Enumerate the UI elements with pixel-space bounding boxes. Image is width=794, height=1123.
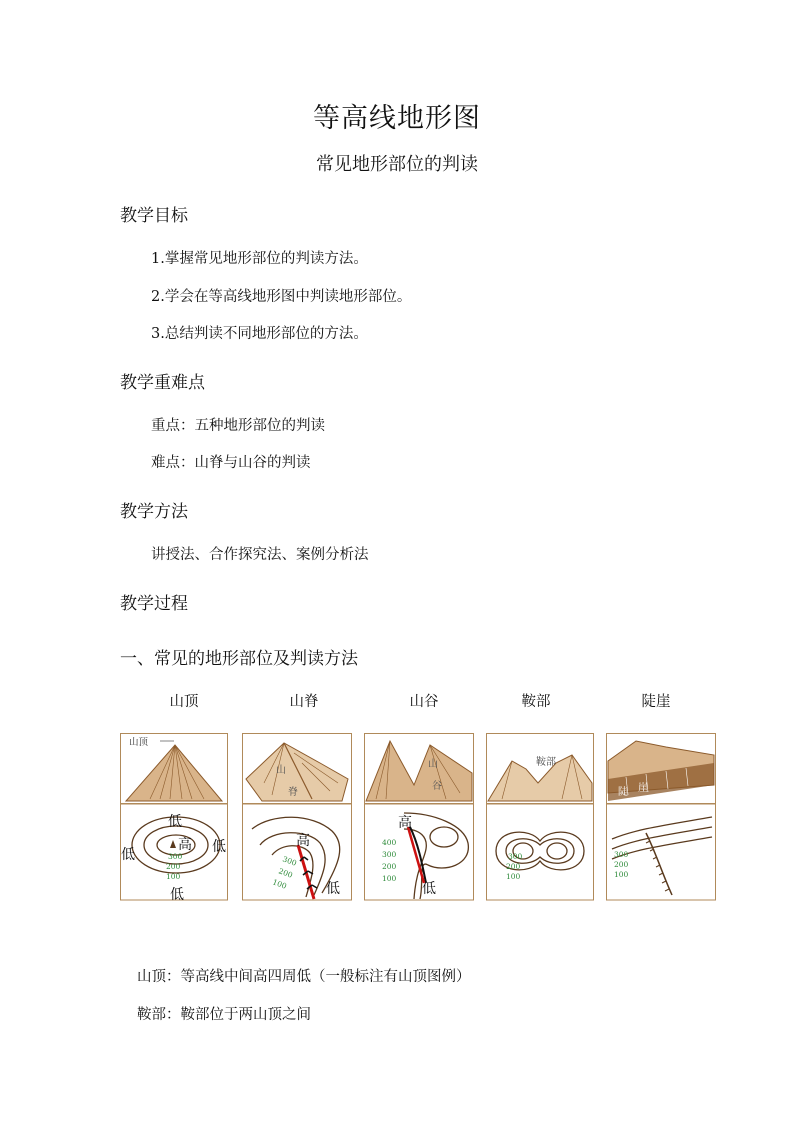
valley-figure [364,733,474,901]
valley-contour-300: 300 [382,850,397,859]
summit-figure [120,733,228,901]
section-heading-goals: 教学目标 [120,206,188,226]
ridge-label-a: 山 [276,765,286,776]
caption-valley: 山谷 [409,694,439,710]
saddle-label: 鞍部 [536,757,556,768]
page-title: 等高线地形图 [313,103,481,134]
ridge-contour-300: 300 [281,854,298,868]
cliff-label-a: 陡 [618,787,628,798]
summit-low-left: 低 [121,847,135,863]
valley-label-a: 山 [428,759,438,770]
valley-label-b: 谷 [432,781,442,792]
key-point: 重点：五种地形部位的判读 [151,418,325,434]
section-heading-keypoints: 教学重难点 [120,373,205,393]
caption-saddle: 鞍部 [521,694,551,710]
valley-contour-400: 400 [382,838,397,847]
page-subtitle: 常见地形部位的判读 [316,154,478,175]
saddle-figure [486,733,594,901]
caption-cliff: 陡崖 [641,694,671,710]
note-saddle: 鞍部：鞍部位于两山顶之间 [137,1007,311,1023]
valley-contour-100: 100 [382,874,397,883]
saddle-contour-300: 300 [508,852,523,861]
valley-contour-200: 200 [382,862,397,871]
cliff-contour-200: 200 [614,860,629,869]
goal-item-1: 1.掌握常见地形部位的判读方法。 [151,251,368,267]
valley-high-label: 高 [398,815,412,831]
summit-low-top: 低 [168,814,182,830]
summit-contour-300: 300 [168,852,183,861]
valley-low-label: 低 [422,881,436,897]
saddle-contour-100: 100 [506,872,521,881]
summit-contour-100: 100 [166,872,181,881]
cliff-contour-100: 100 [614,870,629,879]
section-heading-part1: 一、常见的地形部位及判读方法 [120,649,358,669]
saddle-contour-200: 200 [506,862,521,871]
caption-ridge: 山脊 [289,694,319,710]
section-heading-methods: 教学方法 [120,502,188,522]
summit-low-bottom: 低 [170,887,184,901]
cliff-contour-300: 300 [614,850,629,859]
cliff-figure [606,733,716,901]
section-heading-process: 教学过程 [120,594,188,614]
summit-contour-200: 200 [166,862,181,871]
cliff-label-b: 崖 [638,783,648,794]
ridge-contour-100: 100 [271,877,288,891]
ridge-label-b: 脊 [288,787,298,798]
ridge-high-label: 高 [296,833,310,849]
summit-high-label: 高 [178,837,192,853]
ridge-low-label: 低 [326,881,340,897]
ridge-contour-200: 200 [277,866,294,880]
caption-summit: 山顶 [169,694,199,710]
ridge-figure [242,733,352,901]
note-summit: 山顶：等高线中间高四周低（一般标注有山顶图例） [137,969,471,985]
goal-item-3: 3.总结判读不同地形部位的方法。 [151,326,368,342]
summit-label: 山顶 [129,737,149,748]
methods-text: 讲授法、合作探究法、案例分析法 [151,547,369,563]
goal-item-2: 2.学会在等高线地形图中判读地形部位。 [151,289,412,305]
difficult-point: 难点：山脊与山谷的判读 [151,455,311,471]
summit-low-right: 低 [212,839,226,855]
